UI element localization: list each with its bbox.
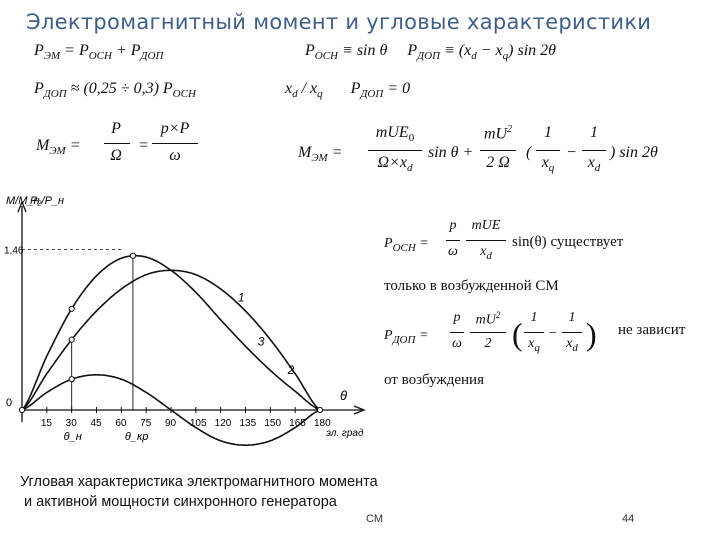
curve-label-1: 1 — [237, 290, 245, 305]
sin-2theta: ) sin 2θ — [610, 144, 658, 161]
data-point — [69, 377, 74, 382]
formula-pdop-approx: $P_{ДОП} \approx (0,25 \div 0,3)$ $P_{ОСН}$ — [34, 80, 196, 100]
frac-bar — [562, 332, 582, 333]
formula-m-full-symbol: $M_{ЭМ}$ = — [298, 144, 343, 164]
frac-xq: $x_q$ — [541, 154, 555, 174]
figure-caption — [20, 472, 378, 512]
x-tick-label: 135 — [239, 418, 257, 429]
frac-bar — [368, 150, 422, 151]
frac-bar — [524, 332, 544, 333]
frac-xd-small: $x_d$ — [480, 244, 492, 262]
frac-one-small: 1 — [530, 310, 538, 325]
curve-label-3: 3 — [257, 334, 265, 349]
frac-xd: $x_d$ — [587, 154, 601, 174]
data-point — [69, 337, 74, 342]
frac-omega-cap: Ω — [110, 147, 122, 164]
theta-kr-label: θ_кр — [124, 431, 149, 443]
data-point — [69, 306, 74, 311]
frac-mu2: $mU^2$ — [483, 124, 513, 143]
frac-omega-small: ω — [448, 244, 458, 259]
frac-mue: mUE — [471, 218, 501, 233]
caption-line-2: и активной мощности синхронного генератора — [24, 494, 337, 510]
curve-3 — [22, 256, 320, 410]
x-tick-label: 180 — [314, 418, 331, 429]
equals-sign: = — [138, 137, 149, 154]
frac-omega-xd: $\Omega\times x_d$ — [377, 154, 413, 174]
curve-1 — [22, 270, 320, 410]
frac-one-small: 1 — [568, 310, 576, 325]
paren-open-big: ( — [512, 316, 523, 352]
frac-2omega: 2 Ω — [486, 154, 510, 171]
data-point — [19, 407, 24, 412]
x-axis-unit: эл. град — [326, 428, 364, 439]
frac-mue0: mUE$_0$ — [375, 124, 415, 144]
pdop-symbol: $P_{ДОП}$ = — [384, 328, 429, 346]
frac-2-small: 2 — [484, 336, 492, 351]
frac-one: 1 — [544, 124, 552, 141]
y-axis-label-p: P₂/P_н — [30, 195, 65, 207]
posn-note-line2: только в возбужденной СМ — [384, 278, 559, 294]
x-tick-label: 15 — [40, 418, 52, 429]
angle-characteristic-chart — [0, 188, 380, 468]
frac-bar — [582, 150, 606, 151]
minus-sign: − — [548, 326, 558, 341]
x-tick-label: 90 — [165, 418, 177, 429]
x-tick-label: 75 — [140, 418, 152, 429]
pdop-independent-text: не зависит — [618, 322, 686, 338]
frac-bar — [104, 143, 130, 144]
frac-xq-small: $x_q$ — [528, 336, 540, 354]
y-tick-label: 0 — [6, 397, 13, 409]
frac-omega-small: ω — [452, 336, 462, 351]
frac-bar — [466, 240, 506, 241]
page-number: 44 — [622, 513, 635, 525]
data-point — [130, 253, 135, 258]
pdop-note-line2: от возбуждения — [384, 372, 484, 388]
minus-sign: − — [566, 144, 577, 161]
x-tick-label: 30 — [65, 418, 77, 429]
theta-n-label: θ_н — [63, 431, 82, 443]
frac-omega: ω — [169, 147, 181, 164]
data-point — [317, 407, 322, 412]
frac-bar — [446, 240, 460, 241]
frac-p-small: p — [449, 218, 457, 233]
y-axis-label-m: M/M_н — [6, 195, 40, 207]
slide-title: Электромагнитный момент и угловые характеристики — [26, 10, 652, 34]
y-tick-label: 1,46 — [4, 245, 24, 257]
posn-symbol: $P_{ОСН}$ = — [384, 236, 429, 254]
formula-posn-prop: $P_{ОСН} \equiv \sin \theta$ $P_{ДОП} \equiv (x_d - x_q)$ sin 2θ — [305, 42, 557, 62]
x-axis-label: θ — [340, 388, 348, 403]
frac-one: 1 — [590, 124, 598, 141]
frac-bar — [470, 332, 506, 333]
formula-xd-xq: $x_d / x_q$ $P_{ДОП} = 0$ — [285, 80, 411, 100]
x-tick-label: 105 — [189, 418, 207, 429]
frac-bar — [480, 150, 516, 151]
curve-label-2: 2 — [287, 363, 295, 378]
sin-theta: sin θ + — [428, 144, 474, 161]
frac-xd-small: $x_d$ — [566, 336, 578, 354]
formula-pem-sum: $P_{ЭМ} = P_{ОСН} + P_{ДОП}$ — [34, 42, 164, 62]
frac-mu2-small: $mU^2$ — [475, 310, 501, 328]
caption-line-1: Угловая характеристика электромагнитного момента — [20, 474, 378, 490]
footer-section: СМ — [366, 513, 383, 525]
frac-bar — [450, 332, 464, 333]
paren-open: ( — [526, 144, 532, 161]
frac-p: P — [111, 120, 121, 137]
x-tick-label: 45 — [90, 418, 102, 429]
x-tick-label: 150 — [264, 418, 282, 429]
frac-bar — [152, 143, 198, 144]
formula-m-symbol: $M_{ЭМ}$ = — [36, 137, 81, 157]
x-tick-label: 165 — [289, 418, 306, 429]
frac-pxp: p×P — [160, 120, 190, 137]
x-tick-label: 60 — [115, 418, 127, 429]
frac-bar — [536, 150, 560, 151]
x-tick-label: 120 — [214, 418, 232, 429]
posn-exists-text: sin(θ) существует — [512, 234, 624, 250]
paren-close-big: ) — [586, 316, 597, 352]
frac-p-small: p — [453, 310, 461, 325]
